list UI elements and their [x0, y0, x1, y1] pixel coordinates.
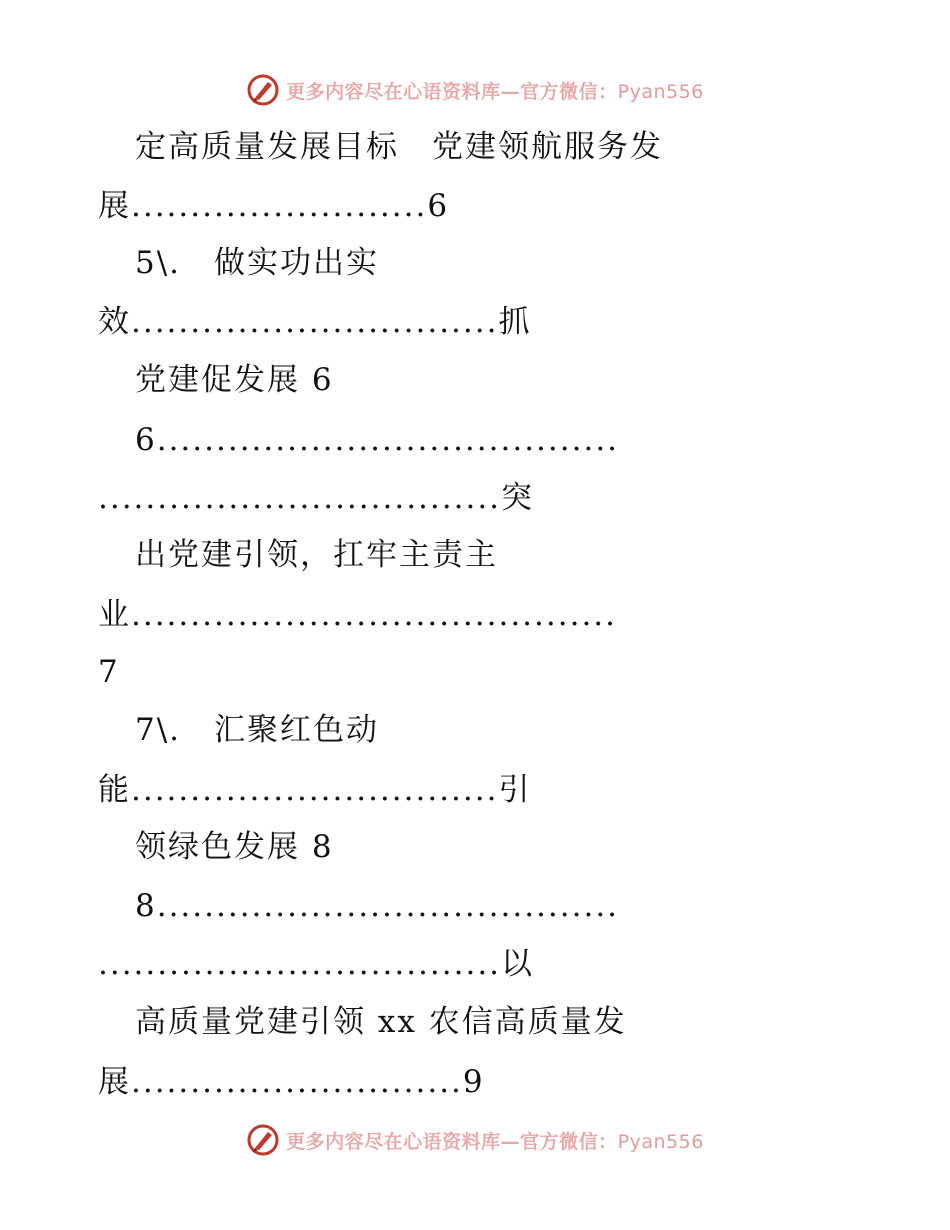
- watermark-banner-bottom: [0, 1120, 950, 1160]
- toc-line-17: 展............................9: [98, 1064, 485, 1100]
- toc-line-6: 6.......................................: [135, 422, 620, 458]
- toc-line-13: 领绿色发展 8: [135, 829, 334, 865]
- toc-line-8: 出党建引领，扛牢主责主: [135, 537, 498, 573]
- toc-line-14: 8.......................................: [135, 888, 620, 924]
- toc-line-4: 效...............................抓: [98, 304, 532, 340]
- watermark-text: 更多内容尽在心语资料库—官方微信：Pyan556: [286, 80, 704, 103]
- toc-line-5: 党建促发展 6: [135, 362, 334, 398]
- watermark-wechat-id: Pyan556: [617, 1130, 704, 1153]
- toc-line-7: ..................................突: [98, 480, 535, 516]
- watermark-banner-top: [0, 70, 950, 110]
- watermark-text: 更多内容尽在心语资料库—官方微信：Pyan556: [286, 1130, 704, 1153]
- toc-line-9: 业.........................................: [98, 597, 618, 633]
- toc-line-16: 高质量党建引领 xx 农信高质量发: [135, 1004, 627, 1040]
- pen-circle-logo-icon: [246, 73, 280, 107]
- toc-line-15: ..................................以: [98, 946, 535, 982]
- toc-line-2: 展.........................6: [98, 188, 450, 224]
- pen-circle-logo-icon: [246, 1123, 280, 1157]
- toc-line-1: 定高质量发展目标 党建领航服务发: [135, 129, 663, 165]
- toc-line-12: 能...............................引: [98, 772, 532, 808]
- toc-line-11: 7\. 汇聚红色动: [135, 712, 380, 748]
- watermark-group: [246, 73, 704, 107]
- toc-line-3: 5\. 做实功出实: [135, 245, 380, 281]
- watermark-wechat-id: Pyan556: [617, 80, 704, 103]
- watermark-group: [246, 1123, 704, 1157]
- toc-line-10: 7: [98, 654, 120, 690]
